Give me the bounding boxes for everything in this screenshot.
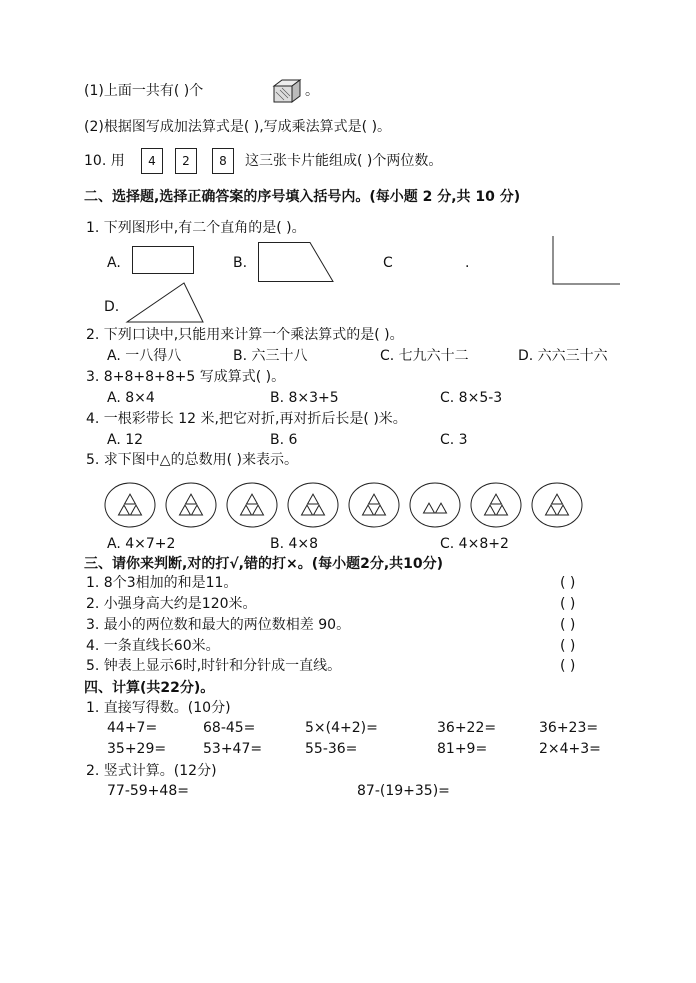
calc-r2-c1: 35+29= — [107, 741, 167, 757]
circle-group — [471, 483, 521, 527]
vertical-calc-1: 77-59+48= — [107, 783, 189, 799]
q5-option-c: C. 4×8+2 — [440, 536, 509, 552]
triangle-mark — [180, 505, 191, 515]
judge-paren-4: ( ) — [560, 638, 576, 654]
triangle-mark — [558, 505, 569, 515]
triangle-mark — [314, 505, 325, 515]
q2-option-a: A. 一八得八 — [107, 348, 182, 364]
section-2-title: 二、选择题,选择正确答案的序号填入括号内。(每小题 2 分,共 10 分) — [84, 189, 521, 205]
triangle-mark — [186, 494, 197, 504]
q2-option-c: C. 七九六十二 — [380, 348, 469, 364]
calc-r1-c5: 36+23= — [539, 720, 599, 736]
option-c-dot: . — [465, 255, 470, 271]
q2-option-d: D. 六六三十六 — [518, 348, 608, 364]
fill-question-10-prefix: 10. 用 — [84, 153, 125, 169]
calc-r1-c2: 68-45= — [203, 720, 256, 736]
calc-r2-c5: 2×4+3= — [539, 741, 601, 757]
calc-sub-2: 2. 竖式计算。(12分) — [86, 763, 217, 779]
triangle-mark — [308, 494, 319, 504]
calc-r1-c1: 44+7= — [107, 720, 158, 736]
triangle-mark — [253, 505, 264, 515]
triangle-mark — [497, 505, 508, 515]
calc-r1-c4: 36+22= — [437, 720, 497, 736]
triangle-mark — [363, 505, 374, 515]
judge-item-1: 1. 8个3相加的和是11。 — [86, 575, 238, 591]
rectangle-shape — [132, 246, 194, 274]
triangle-mark — [119, 505, 130, 515]
circle-group — [410, 483, 460, 527]
triangle-mark — [247, 494, 258, 504]
triangle-mark — [302, 505, 313, 515]
choice-question-5: 5. 求下图中△的总数用( )来表示。 — [86, 452, 298, 468]
judge-paren-1: ( ) — [560, 575, 576, 591]
choice-question-1: 1. 下列图形中,有二个直角的是( )。 — [86, 220, 306, 236]
triangle-shape — [126, 282, 204, 324]
option-d-label: D. — [104, 299, 120, 315]
q3-option-b: B. 8×3+5 — [270, 390, 339, 406]
triangle-mark — [241, 505, 252, 515]
circle-group — [288, 483, 338, 527]
calc-r2-c2: 53+47= — [203, 741, 263, 757]
section-3-title: 三、请你来判断,对的打√,错的打×。(每小题2分,共10分) — [84, 556, 444, 572]
right-angle-shape — [552, 236, 620, 286]
fill-question-1-end: 。 — [305, 83, 319, 99]
circle-group — [532, 483, 582, 527]
judge-item-3: 3. 最小的两位数和最大的两位数相差 90。 — [86, 617, 351, 633]
cube-stack-icon — [272, 78, 304, 104]
option-a-label: A. — [107, 255, 121, 271]
q3-option-c: C. 8×5-3 — [440, 390, 503, 406]
triangle-circles-figure — [100, 480, 590, 530]
fill-question-10-suffix: 这三张卡片能组成( )个两位数。 — [245, 153, 443, 169]
vertical-calc-2: 87-(19+35)= — [357, 783, 450, 799]
fill-question-1-text: (1)上面一共有( )个 — [84, 83, 204, 99]
circle-group — [227, 483, 277, 527]
circle-group — [166, 483, 216, 527]
judge-paren-2: ( ) — [560, 596, 576, 612]
choice-question-4: 4. 一根彩带长 12 米,把它对折,再对折后长是( )米。 — [86, 411, 407, 427]
option-b-label: B. — [233, 255, 248, 271]
triangle-mark — [125, 494, 136, 504]
number-card-2: 2 — [175, 148, 197, 174]
q2-option-b: B. 六三十八 — [233, 348, 308, 364]
calc-r2-c4: 81+9= — [437, 741, 488, 757]
judge-paren-3: ( ) — [560, 617, 576, 633]
triangle-mark — [491, 494, 502, 504]
judge-item-5: 5. 钟表上显示6时,时针和分针成一直线。 — [86, 658, 342, 674]
calc-sub-1: 1. 直接写得数。(10分) — [86, 700, 231, 716]
trapezoid-shape — [258, 242, 334, 282]
fill-question-1 — [84, 82, 203, 100]
triangle-mark — [424, 503, 435, 513]
circle-group — [105, 483, 155, 527]
q5-option-a: A. 4×7+2 — [107, 536, 176, 552]
choice-question-3: 3. 8+8+8+8+5 写成算式( )。 — [86, 369, 286, 385]
calc-r2-c3: 55-36= — [305, 741, 358, 757]
calc-r1-c3: 5×(4+2)= — [305, 720, 378, 736]
judge-item-2: 2. 小强身高大约是120米。 — [86, 596, 257, 612]
number-card-3: 8 — [212, 148, 234, 174]
fill-question-2 — [84, 118, 391, 136]
triangle-mark — [375, 505, 386, 515]
q4-option-c: C. 3 — [440, 432, 468, 448]
triangle-mark — [192, 505, 203, 515]
triangle-mark — [131, 505, 142, 515]
triangle-mark — [369, 494, 380, 504]
triangle-mark — [552, 494, 563, 504]
judge-item-4: 4. 一条直线长60米。 — [86, 638, 220, 654]
judge-paren-5: ( ) — [560, 658, 576, 674]
circle-group — [349, 483, 399, 527]
q4-option-b: B. 6 — [270, 432, 298, 448]
q5-option-b: B. 4×8 — [270, 536, 319, 552]
triangle-mark — [436, 503, 447, 513]
triangle-mark — [546, 505, 557, 515]
number-card-1: 4 — [141, 148, 163, 174]
choice-question-2: 2. 下列口诀中,只能用来计算一个乘法算式的是( )。 — [86, 327, 404, 343]
q4-option-a: A. 12 — [107, 432, 144, 448]
fill-question-2-text: (2)根据图写成加法算式是( ),写成乘法算式是( )。 — [84, 119, 392, 135]
q3-option-a: A. 8×4 — [107, 390, 155, 406]
option-c-label: C — [383, 255, 393, 271]
triangle-mark — [485, 505, 496, 515]
section-4-title: 四、计算(共22分)。 — [84, 680, 215, 696]
